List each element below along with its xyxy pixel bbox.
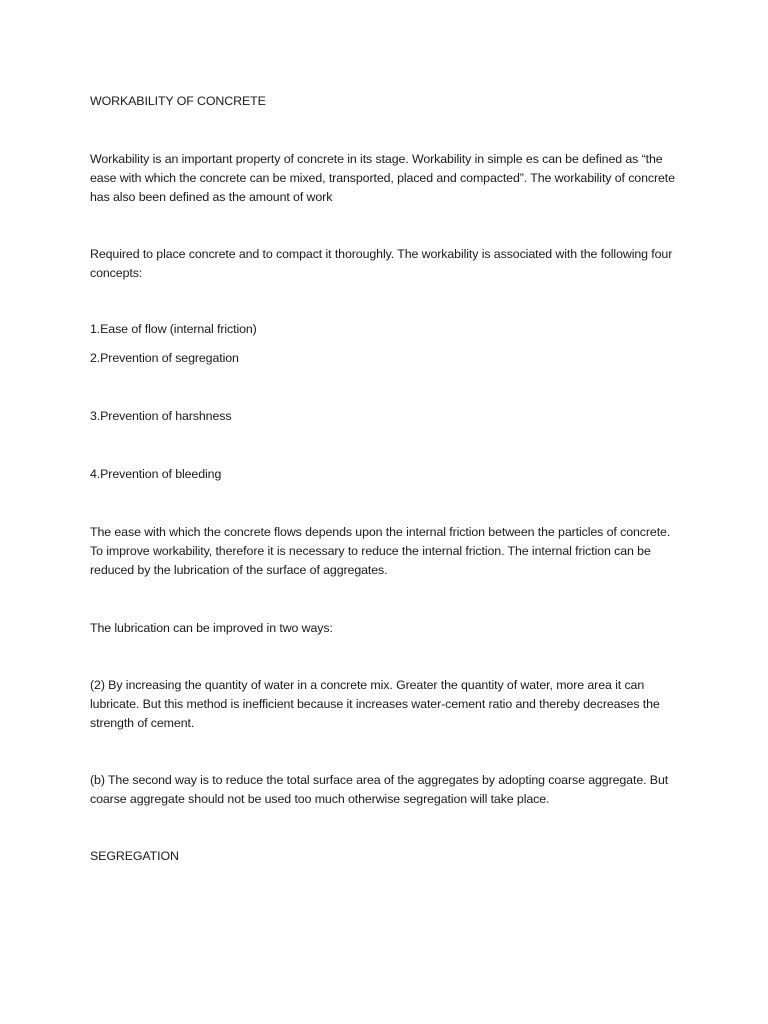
lubrication-way-2-paragraph: (b) The second way is to reduce the total surface area of the aggregates by adopting coarse aggregate. But coarse aggregate should not be used too much otherwise segregation will take place. bbox=[90, 773, 669, 806]
document-title: WORKABILITY OF CONCRETE bbox=[90, 94, 266, 108]
concept-item-3: 3.Prevention of harshness bbox=[90, 409, 232, 423]
flow-paragraph: The ease with which the concrete flows depends upon the internal friction between the particles of concrete. To improve workability, therefore it is necessary to reduce the internal friction. The internal friction can be reduced by the lubrication of the surface of aggregates. bbox=[90, 525, 671, 577]
concept-item-1: 1.Ease of flow (internal friction) bbox=[90, 322, 257, 336]
concept-item-2: 2.Prevention of segregation bbox=[90, 351, 239, 365]
concept-item-4: 4.Prevention of bleeding bbox=[90, 467, 222, 481]
lubrication-way-1-paragraph: (2) By increasing the quantity of water in a concrete mix. Greater the quantity of water, more area it can lubricate. But this method is inefficient because it increases water-cement ratio and thereby decreases the strength of cement. bbox=[90, 678, 660, 730]
section-heading-segregation: SEGREGATION bbox=[90, 849, 179, 863]
intro-paragraph: Workability is an important property of concrete in its stage. Workability in simple es can be defined as “the ease with which the concrete can be mixed, transported, placed and compacted”. The workability of concrete has also been defined as the amount of work bbox=[90, 152, 675, 204]
concepts-intro-paragraph: Required to place concrete and to compact it thoroughly. The workability is associated with the following four concepts: bbox=[90, 247, 673, 280]
lubrication-intro-paragraph: The lubrication can be improved in two ways: bbox=[90, 621, 333, 635]
